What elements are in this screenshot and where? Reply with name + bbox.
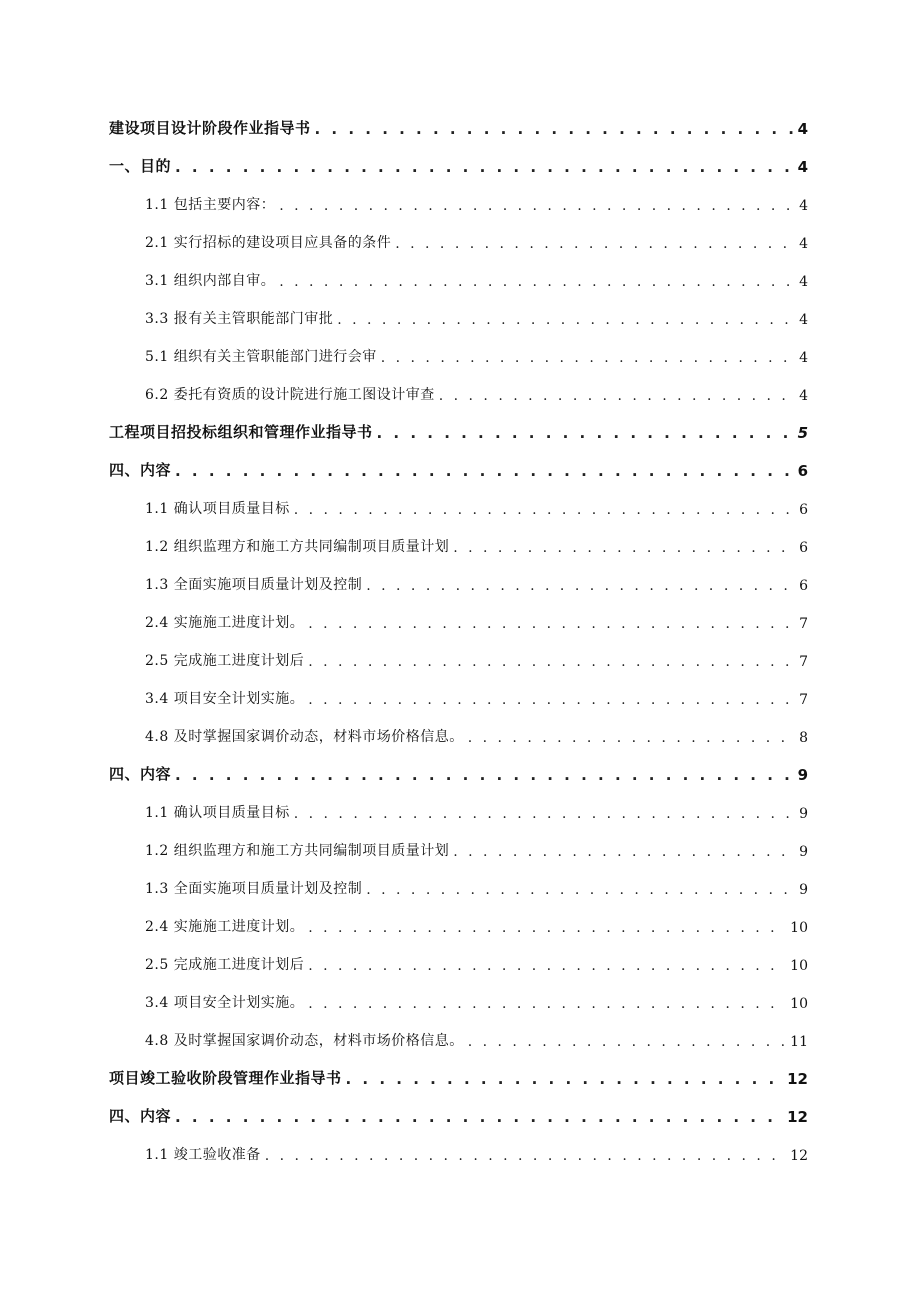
toc-leader-dots	[453, 844, 795, 860]
toc-entry-title: 3.4 项目安全计划实施。	[145, 995, 305, 1011]
toc-entry-page: 8	[799, 730, 808, 746]
toc-entry[interactable]	[145, 190, 808, 214]
toc-entry[interactable]	[145, 950, 808, 974]
toc-entry-title: 2.4 实施施工进度计划。	[145, 615, 305, 631]
toc-entry-page: 4	[799, 350, 808, 366]
toc-entry-page: 12	[787, 1108, 808, 1126]
toc-entry-page: 6	[799, 578, 808, 594]
toc-entry[interactable]	[145, 836, 808, 860]
toc-leader-dots	[175, 462, 794, 480]
toc-leader-dots	[175, 158, 794, 176]
toc-entry-title: 四、内容	[109, 765, 172, 783]
toc-entry-title: 1.1 确认项目质量目标	[145, 805, 290, 821]
toc-entry[interactable]	[145, 342, 808, 366]
toc-entry-page: 4	[799, 198, 808, 214]
toc-entry-title: 4.8 及时掌握国家调价动态，材料市场价格信息。	[145, 1033, 464, 1049]
toc-leader-dots	[175, 1108, 783, 1126]
toc-entry-title: 四、内容	[109, 461, 172, 479]
toc-entry-title: 3.1 组织内部自审。	[145, 273, 276, 289]
toc-entry-page: 7	[799, 616, 808, 632]
toc-entry[interactable]	[109, 114, 808, 138]
toc-leader-dots	[395, 236, 795, 252]
toc-leader-dots	[308, 692, 795, 708]
toc-entry[interactable]	[145, 1140, 808, 1164]
toc-entry-page: 7	[799, 654, 808, 670]
toc-entry-page: 6	[799, 540, 808, 556]
toc-entry-page: 9	[799, 882, 808, 898]
toc-entry-title: 建设项目设计阶段作业指导书	[109, 119, 311, 137]
toc-entry-page: 4	[799, 236, 808, 252]
toc-entry-page: 9	[799, 844, 808, 860]
toc-leader-dots	[279, 274, 795, 290]
toc-entry-page: 10	[790, 958, 808, 974]
toc-leader-dots	[346, 1070, 784, 1088]
toc-entry-page: 10	[790, 996, 808, 1012]
toc-entry-title: 3.3 报有关主管职能部门审批	[145, 311, 334, 327]
toc-entry[interactable]	[145, 266, 808, 290]
toc-leader-dots	[377, 424, 794, 442]
toc-leader-dots	[453, 540, 795, 556]
toc-leader-dots	[265, 1148, 786, 1164]
toc-entry-page: 12	[790, 1148, 808, 1164]
toc-entry-title: 3.4 项目安全计划实施。	[145, 691, 305, 707]
toc-entry[interactable]	[145, 798, 808, 822]
toc-leader-dots	[294, 502, 795, 518]
toc-leader-dots	[337, 312, 795, 328]
toc-entry-page: 5	[797, 424, 808, 442]
toc-entry-title: 1.2 组织监理方和施工方共同编制项目质量计划	[145, 539, 450, 555]
toc-leader-dots	[175, 766, 794, 784]
toc-leader-dots	[468, 1034, 786, 1050]
toc-entry[interactable]	[109, 418, 808, 442]
toc-entry-page: 4	[799, 388, 808, 404]
toc-entry-title: 4.8 及时掌握国家调价动态，材料市场价格信息。	[145, 729, 464, 745]
toc-entry-page: 4	[797, 158, 808, 176]
toc-entry-title: 2.4 实施施工进度计划。	[145, 919, 305, 935]
toc-entry-page: 12	[787, 1070, 808, 1088]
toc-leader-dots	[439, 388, 795, 404]
toc-entry-page: 4	[799, 312, 808, 328]
toc-entry[interactable]	[145, 532, 808, 556]
toc-entry[interactable]	[145, 228, 808, 252]
toc-entry[interactable]	[145, 646, 808, 670]
toc-leader-dots	[315, 120, 794, 138]
toc-entry-page: 7	[799, 692, 808, 708]
toc-entry-title: 2.5 完成施工进度计划后	[145, 957, 305, 973]
toc-entry-page: 9	[797, 766, 808, 784]
toc-entry-title: 2.1 实行招标的建设项目应具备的条件	[145, 235, 392, 251]
toc-entry-page: 10	[790, 920, 808, 936]
toc-entry-title: 一、目的	[109, 157, 172, 175]
toc-entry[interactable]	[109, 152, 808, 176]
toc-leader-dots	[366, 882, 795, 898]
toc-entry[interactable]	[145, 988, 808, 1012]
toc-entry-title: 1.1 竣工验收准备	[145, 1147, 261, 1163]
toc-entry-title: 工程项目招投标组织和管理作业指导书	[109, 423, 373, 441]
toc-entry-page: 6	[799, 502, 808, 518]
toc-entry-title: 1.3 全面实施项目质量计划及控制	[145, 881, 363, 897]
toc-leader-dots	[308, 920, 786, 936]
toc-entry[interactable]	[145, 1026, 808, 1050]
toc-entry[interactable]	[109, 456, 808, 480]
toc-entry-page: 4	[797, 120, 808, 138]
toc-entry[interactable]	[145, 380, 808, 404]
toc-leader-dots	[308, 654, 795, 670]
toc-entry[interactable]	[109, 760, 808, 784]
toc-entry-title: 项目竣工验收阶段管理作业指导书	[109, 1069, 342, 1087]
toc-leader-dots	[279, 198, 795, 214]
toc-leader-dots	[381, 350, 795, 366]
toc-entry[interactable]	[145, 494, 808, 518]
toc-entry[interactable]	[145, 912, 808, 936]
toc-leader-dots	[294, 806, 795, 822]
toc-entry-page: 9	[799, 806, 808, 822]
toc-entry-title: 5.1 组织有关主管职能部门进行会审	[145, 349, 377, 365]
toc-entry[interactable]	[145, 304, 808, 328]
toc-entry-title: 1.1 包括主要内容：	[145, 197, 276, 213]
toc-entry[interactable]	[145, 570, 808, 594]
toc-entry[interactable]	[109, 1064, 808, 1088]
toc-leader-dots	[366, 578, 795, 594]
toc-entry-page: 6	[797, 462, 808, 480]
toc-entry-title: 2.5 完成施工进度计划后	[145, 653, 305, 669]
toc-entry-title: 6.2 委托有资质的设计院进行施工图设计审查	[145, 387, 435, 403]
toc-entry-title: 1.2 组织监理方和施工方共同编制项目质量计划	[145, 843, 450, 859]
toc-entry-page: 4	[799, 274, 808, 290]
toc-leader-dots	[308, 616, 795, 632]
toc-leader-dots	[308, 958, 786, 974]
toc-leader-dots	[308, 996, 786, 1012]
toc-leader-dots	[468, 730, 795, 746]
toc-entry-title: 1.3 全面实施项目质量计划及控制	[145, 577, 363, 593]
toc-entry-title: 四、内容	[109, 1107, 172, 1125]
toc-entry[interactable]	[145, 684, 808, 708]
toc-entry-title: 1.1 确认项目质量目标	[145, 501, 290, 517]
toc-entry-page: 11	[790, 1034, 808, 1050]
toc-entry[interactable]	[145, 722, 808, 746]
toc-entry[interactable]	[145, 608, 808, 632]
toc-entry[interactable]	[145, 874, 808, 898]
toc-entry[interactable]	[109, 1102, 808, 1126]
